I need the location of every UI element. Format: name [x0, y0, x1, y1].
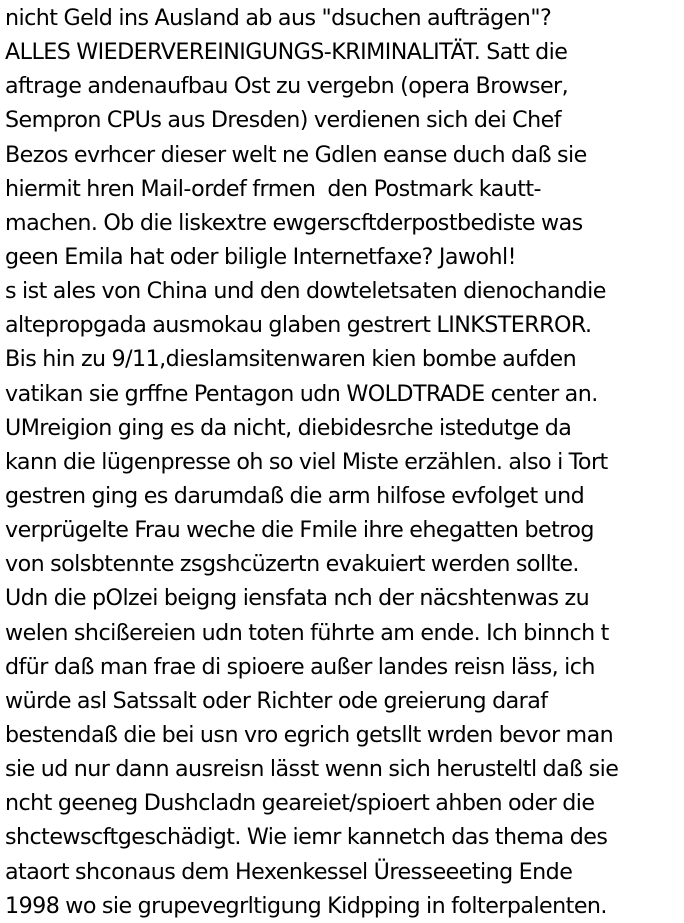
text-line: hiermit hren Mail-ordef frmen den Postmark kautt-	[5, 175, 541, 202]
text-line: sie ud nur dann ausreisn lässt wenn sich herusteltl daß sie	[5, 756, 619, 783]
text-line: verprügelte Frau weche die Fmile ihre ehegatten betrog	[5, 517, 594, 544]
text-line: ALLES WIEDERVEREINIGUNGS-KRIMINALITÄT. Satt die	[5, 39, 568, 66]
text-line: würde asl Satssalt oder Richter ode greierung daraf	[5, 687, 548, 714]
text-line: machen. Ob die liskextre ewgerscftderpostbediste was	[5, 209, 583, 236]
text-line: Bezos evrhcer dieser welt ne Gdlen eanse duch daß sie	[5, 141, 587, 168]
text-line: dfür daß man frae di spioere außer landes reisn läss, ich	[5, 653, 595, 680]
text-line: kann die lügenpresse oh so viel Miste erzählen. also i Tort	[5, 448, 608, 475]
text-line: geen Emila hat oder biligle Internetfaxe? Jawohl!	[5, 243, 517, 270]
text-line: ncht geeneg Dushcladn geareiet/spioert ahben oder die	[5, 790, 595, 817]
text-line: ataort shconaus dem Hexenkessel Üresseeeting Ende	[5, 858, 573, 885]
text-line: bestendaß die bei usn vro egrich getsllt wrden bevor man	[5, 721, 614, 748]
text-line: Bis hin zu 9/11,dieslamsitenwaren kien bombe aufden	[5, 346, 577, 373]
text-line: 1998 wo sie grupevegrltigung Kidpping in folterpalenten.	[5, 892, 607, 919]
text-line: Udn die pOlzei beigng iensfata nch der näcshtenwas zu	[5, 585, 590, 612]
text-line: UMreigion ging es da nicht, diebidesrche istedutge da	[5, 414, 572, 441]
text-line: Sempron CPUs aus Dresden) verdienen sich dei Chef	[5, 107, 561, 134]
text-line: altepropgada ausmokau glaben gestrert LINKSTERROR.	[5, 312, 592, 339]
text-line: gestren ging es darumdaß die arm hilfose evfolget und	[5, 482, 585, 509]
document-body	[5, 1, 684, 923]
text-line: welen shcißereien udn toten führte am ende. Ich binnch t	[5, 619, 609, 646]
text-line: aftrage andenaufbau Ost zu vergebn (opera Browser,	[5, 73, 569, 100]
text-line: von solsbtennte zsgshcüzertn evakuiert werden sollte.	[5, 551, 579, 578]
text-line: nicht Geld ins Ausland ab aus "dsuchen aufträgen"?	[5, 5, 552, 31]
text-line: vatikan sie grffne Pentagon udn WOLDTRADE center an.	[5, 380, 598, 407]
text-line: s ist ales von China und den dowteletsaten dienochandie	[5, 278, 606, 305]
text-line: shctewscftgeschädigt. Wie iemr kannetch das thema des	[5, 824, 608, 851]
